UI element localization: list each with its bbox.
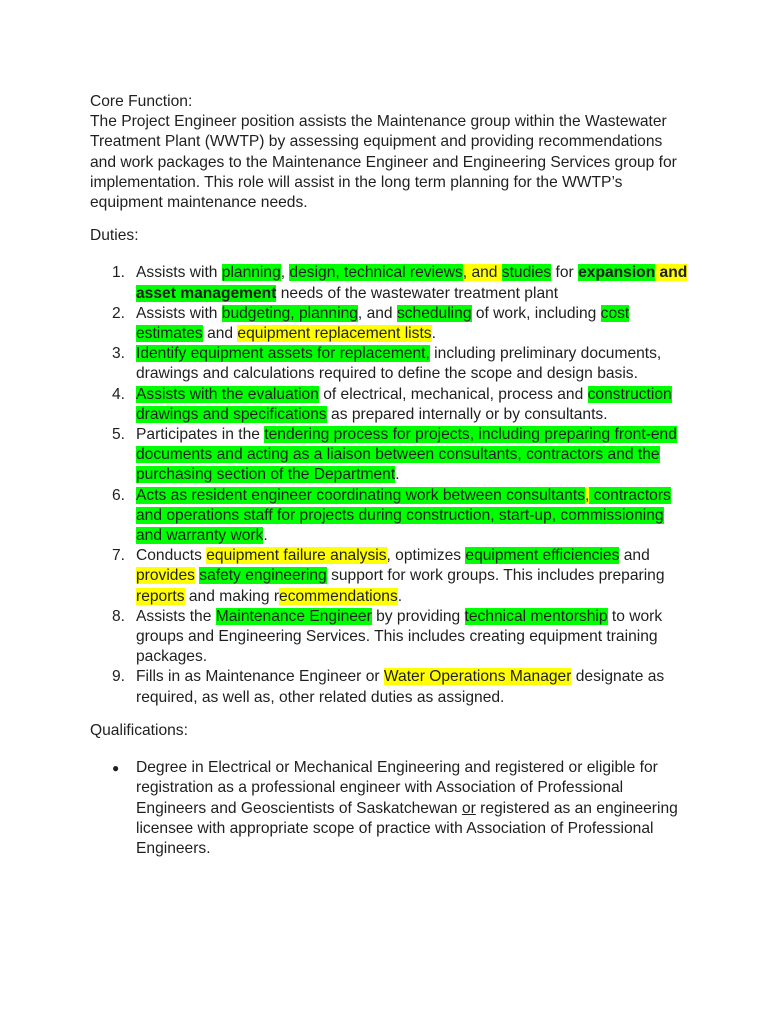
- qualifications-heading: Qualifications:: [90, 721, 188, 739]
- text-run: Participates in the: [136, 426, 265, 444]
- highlighted-text: cost estimates: [136, 304, 630, 343]
- text-run: , optimizes: [386, 547, 466, 565]
- highlighted-text: studies: [501, 264, 552, 282]
- text-run: Degree in Electrical or Mechanical Engineering and registered or eligible for registration as a professional engineer with Association of Professional Engineers and Geoscientists of Saskatchewan: [136, 759, 658, 817]
- text-run: Assists the: [136, 607, 216, 625]
- duty-item: [90, 667, 690, 707]
- highlighted-text: scheduling: [396, 304, 472, 322]
- highlighted-text: construction drawings and specifications: [136, 385, 672, 423]
- core-function-heading: Core Function:: [90, 93, 193, 110]
- highlighted-text: safety engineering: [199, 567, 327, 585]
- duties-heading: Duties:: [90, 227, 139, 245]
- highlighted-text: technical mentorship: [464, 607, 608, 625]
- duty-item: [90, 385, 690, 425]
- text-run: .: [395, 466, 400, 484]
- duty-item: [90, 263, 690, 303]
- highlighted-text: and: [655, 264, 688, 282]
- text-run: , and: [357, 304, 397, 322]
- highlighted-text: ecommendations: [279, 587, 398, 605]
- duty-number: 2.: [112, 304, 126, 322]
- highlighted-text: provides: [136, 567, 195, 585]
- highlighted-text: , and: [462, 264, 502, 282]
- highlighted-text: design, technical reviews: [289, 264, 463, 282]
- text-run: as prepared internally or by consultants.: [326, 405, 608, 423]
- duty-number: 5.: [112, 426, 126, 444]
- highlighted-text: budgeting, planning: [221, 304, 358, 322]
- qualifications-list: [90, 758, 690, 859]
- highlighted-text: equipment efficiencies: [465, 547, 620, 565]
- duty-item: [90, 425, 690, 486]
- qualification-item: [90, 758, 690, 859]
- text-run: including preliminary documents, drawings and calculations required to define the scope and design basis.: [136, 345, 662, 383]
- highlighted-text: Identify equipment assets for replacement,: [136, 345, 430, 363]
- highlighted-text: contractors and operations staff for projects during construction, start-up, commissioning and warranty work: [136, 486, 671, 545]
- highlighted-text: planning: [221, 264, 281, 282]
- duty-number: 6.: [112, 486, 126, 504]
- duty-item: [90, 607, 690, 668]
- text-run: registered as an engineering licensee with appropriate scope of practice with Association of Professional Engineers.: [136, 799, 678, 857]
- highlighted-text: Assists with the evaluation: [136, 385, 319, 403]
- duty-item: [90, 546, 690, 607]
- text-run: by providing: [371, 607, 465, 625]
- text-run: of electrical, mechanical, process and: [318, 385, 588, 403]
- text-run: .: [397, 587, 403, 605]
- text-run: designate as required, as well as, other related duties as assigned.: [136, 668, 665, 706]
- text-run: and: [202, 325, 238, 343]
- text-run: Fills in as Maintenance Engineer or: [136, 668, 384, 686]
- highlighted-text: tendering process for projects, including preparing front-end documents and acting as a liaison between consultants, contractors and the purchasing section of the Department: [136, 426, 677, 484]
- highlighted-text: expansion: [578, 264, 656, 282]
- text-run: Assists with: [136, 264, 222, 282]
- highlighted-text: asset management: [136, 284, 277, 302]
- duties-list: [90, 263, 690, 707]
- duty-number: 7.: [112, 547, 126, 565]
- core-function-body: The Project Engineer position assists the Maintenance group within the Wastewater Treatment Plant (WWTP) by assessing equipment and providing recommendations and work packages to the Maintenance Engineer and Engineering Services group for implementation. This role will assist in the long term planning for the WWTP’s equipment maintenance needs.: [90, 113, 677, 212]
- text-run: to work groups and Engineering Services. This includes creating equipment training packages.: [136, 607, 663, 666]
- text-run: and: [619, 547, 650, 565]
- text-run: ,: [280, 264, 290, 282]
- highlighted-text: equipment failure analysis: [206, 547, 387, 565]
- duty-number: 3.: [112, 345, 126, 363]
- text-run: needs of the wastewater treatment plant: [276, 284, 559, 302]
- duty-number: 8.: [112, 607, 126, 625]
- duty-item: [90, 486, 690, 547]
- highlighted-text: Water Operations Manager: [383, 668, 572, 686]
- duty-item: [90, 304, 690, 344]
- text-run: Conducts: [136, 547, 207, 565]
- text-run: .: [431, 325, 436, 343]
- bullet-icon: ●: [112, 761, 120, 776]
- duty-number: 1.: [112, 264, 126, 282]
- text-run: or: [461, 799, 476, 817]
- highlighted-text: Acts as resident engineer coordinating work between consultants: [136, 486, 586, 504]
- highlighted-text: Maintenance Engineer: [215, 607, 372, 625]
- text-run: of work, including: [471, 304, 601, 322]
- highlighted-text: equipment replacement lists: [237, 325, 432, 343]
- duty-number: 4.: [112, 385, 126, 403]
- text-run: and making r: [184, 587, 280, 605]
- text-run: .: [263, 527, 268, 545]
- highlighted-text: ,: [585, 486, 590, 504]
- text-run: for: [551, 264, 579, 282]
- duty-item: [90, 344, 690, 384]
- duty-number: 9.: [112, 668, 126, 686]
- text-run: Assists with: [136, 304, 222, 322]
- highlighted-text: reports: [136, 587, 185, 605]
- text-run: support for work groups. This includes preparing: [326, 567, 665, 585]
